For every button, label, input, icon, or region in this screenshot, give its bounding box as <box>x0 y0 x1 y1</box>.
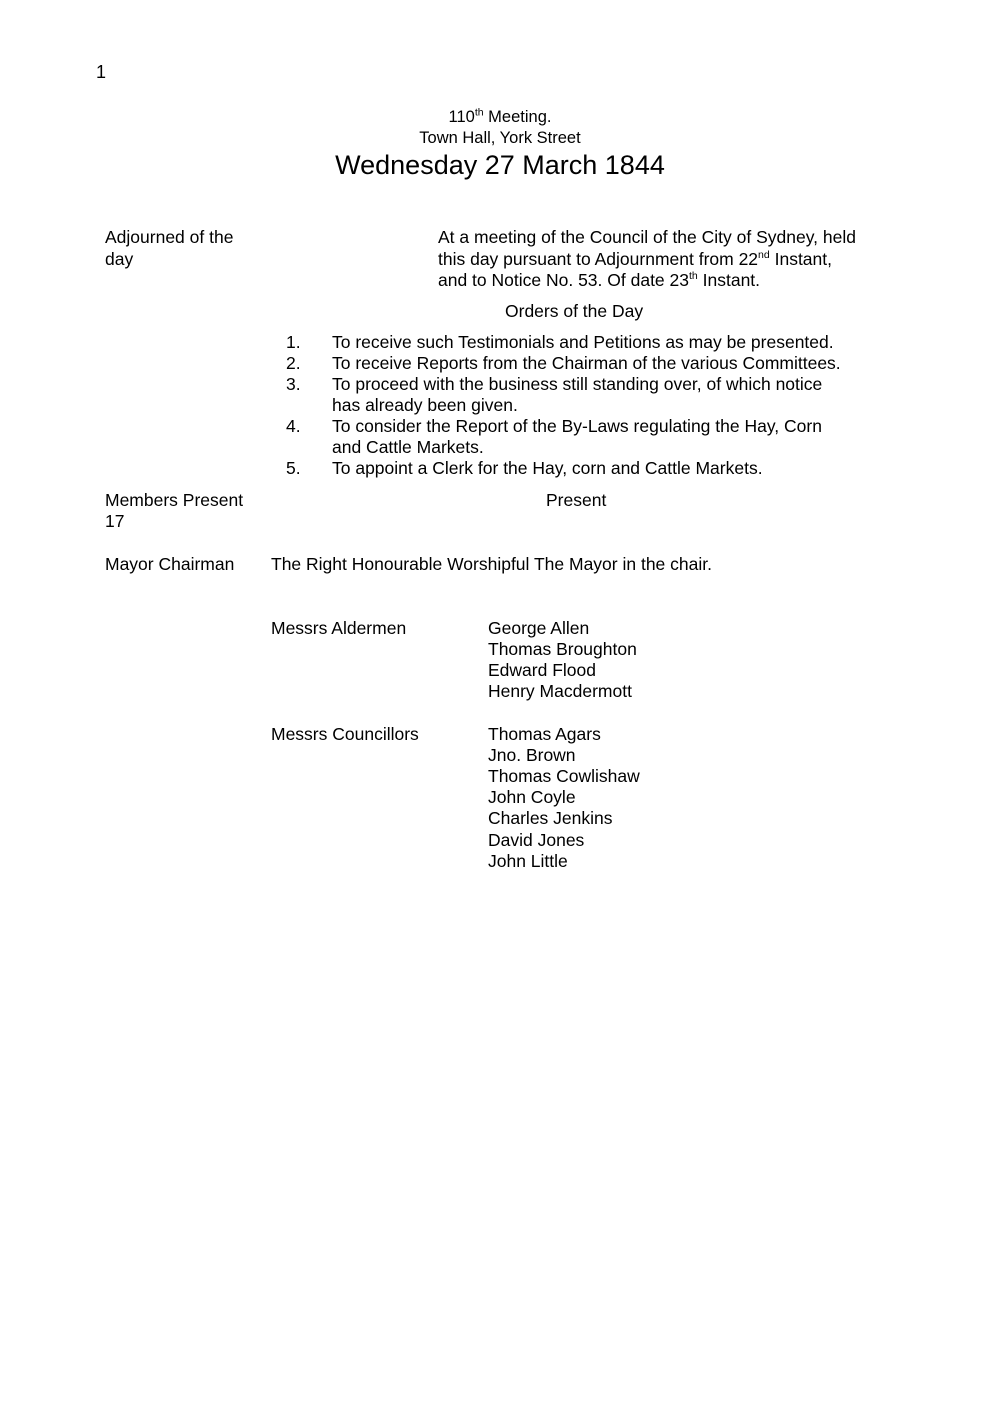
adjourned-line3-post: Instant. <box>697 270 761 290</box>
alderman-name: Thomas Broughton <box>488 639 637 659</box>
margin-note-members-line1: Members Present <box>105 490 244 510</box>
order-item-number: 2. <box>286 353 301 373</box>
meeting-number <box>0 107 1000 128</box>
margin-note-adjourned-line1: Adjourned of the <box>105 227 234 247</box>
adjourned-line2-post: Instant, <box>769 249 832 269</box>
councillor-name: John Little <box>488 851 568 871</box>
councillor-name: Jno. Brown <box>488 745 576 765</box>
adjourned-line2-pre: this day pursuant to Adjournment from 22 <box>438 249 759 269</box>
adjourned-line2-sup: nd <box>758 249 770 262</box>
orders-heading: Orders of the Day <box>505 301 644 321</box>
order-item-number: 3. <box>286 374 301 394</box>
councillor-name: John Coyle <box>488 787 576 807</box>
adjourned-text-line1: At a meeting of the Council of the City of Sydney, held <box>438 227 856 247</box>
adjourned-text-line2 <box>438 249 832 270</box>
order-item-text: To receive Reports from the Chairman of the various Committees. <box>332 353 841 373</box>
order-item-text: To receive such Testimonials and Petitions as may be presented. <box>332 332 834 352</box>
order-item-text: To appoint a Clerk for the Hay, corn and Cattle Markets. <box>332 458 763 478</box>
order-item-text: To proceed with the business still standing over, of which notice <box>332 374 823 394</box>
aldermen-label: Messrs Aldermen <box>271 618 407 638</box>
order-item-text: To consider the Report of the By-Laws regulating the Hay, Corn <box>332 416 822 436</box>
alderman-name: Edward Flood <box>488 660 596 680</box>
meeting-number-value: 110 <box>448 108 475 126</box>
page-number: 1 <box>96 62 107 82</box>
order-item-text-continued: has already been given. <box>332 395 518 415</box>
present-heading: Present <box>546 490 607 510</box>
meeting-date: Wednesday 27 March 1844 <box>335 150 665 180</box>
meeting-number-suffix: th <box>474 106 484 119</box>
meeting-number-rest: Meeting. <box>483 108 552 126</box>
order-item-number: 5. <box>286 458 301 478</box>
adjourned-line3-sup: th <box>689 270 698 283</box>
order-item-text-continued: and Cattle Markets. <box>332 437 484 457</box>
order-item-number: 1. <box>286 332 301 352</box>
councillor-name: Charles Jenkins <box>488 808 613 828</box>
alderman-name: Henry Macdermott <box>488 681 632 701</box>
councillor-name: Thomas Agars <box>488 724 601 744</box>
councillor-name: David Jones <box>488 830 585 850</box>
margin-note-adjourned-line2: day <box>105 249 134 269</box>
alderman-name: George Allen <box>488 618 590 638</box>
adjourned-text-line3 <box>438 270 760 291</box>
order-item-number: 4. <box>286 416 301 436</box>
margin-note-members-line2: 17 <box>105 511 125 531</box>
councillors-label: Messrs Councillors <box>271 724 419 744</box>
meeting-venue: Town Hall, York Street <box>419 129 581 147</box>
adjourned-line3-pre: and to Notice No. 53. Of date 23 <box>438 270 689 290</box>
mayor-chair-text: The Right Honourable Worshipful The Mayor in the chair. <box>271 554 712 574</box>
councillor-name: Thomas Cowlishaw <box>488 766 640 786</box>
margin-note-mayor: Mayor Chairman <box>105 554 235 574</box>
